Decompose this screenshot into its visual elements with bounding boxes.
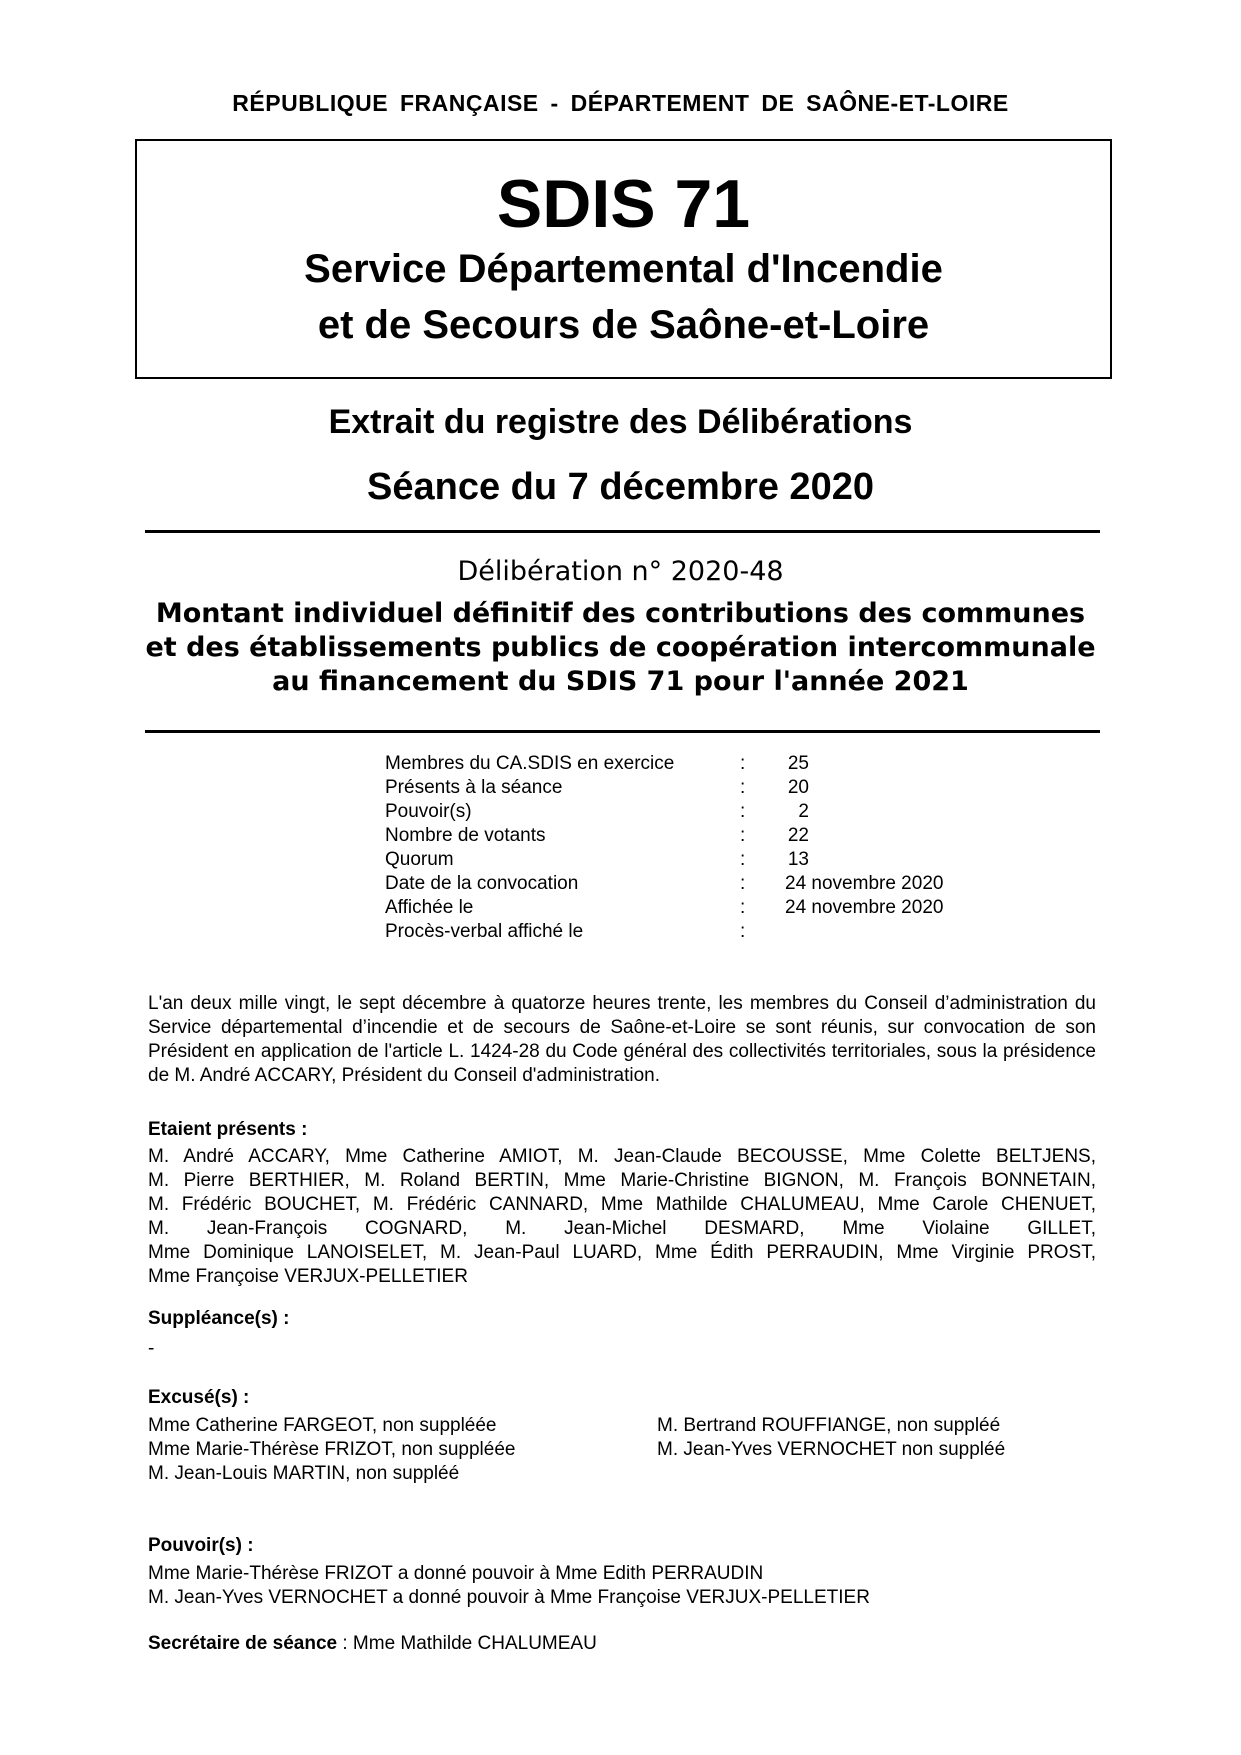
stat-value: 22 bbox=[787, 825, 809, 846]
presents-line: M. Pierre BERTHIER, M. Roland BERTIN, Mme Marie-Christine BIGNON, M. François BONNETAIN, bbox=[148, 1170, 1096, 1191]
deliberation-number: Délibération n° 2020-48 bbox=[457, 556, 784, 587]
stat-label: Nombre de votants bbox=[385, 825, 546, 846]
stat-value: 25 bbox=[787, 753, 809, 774]
stat-label: Procès-verbal affiché le bbox=[385, 921, 584, 942]
deliberation-subject bbox=[0, 597, 1241, 699]
excuse-item: M. Bertrand ROUFFIANGE, non suppléé bbox=[657, 1415, 1001, 1436]
presents-title: Etaient présents : bbox=[148, 1119, 308, 1140]
stat-row bbox=[385, 800, 1005, 824]
stat-label: Quorum bbox=[385, 849, 454, 870]
stat-label: Pouvoir(s) bbox=[385, 801, 472, 822]
stat-label: Membres du CA.SDIS en exercice bbox=[385, 753, 675, 774]
stat-row bbox=[385, 776, 1005, 800]
stat-colon: : bbox=[740, 873, 746, 894]
deliberation-block bbox=[0, 553, 1241, 699]
excuse-item: M. Jean-Louis MARTIN, non suppléé bbox=[148, 1463, 460, 1484]
stat-colon: : bbox=[740, 849, 746, 870]
stat-colon: : bbox=[740, 777, 746, 798]
service-name-line-1: Service Départemental d'Incendie bbox=[304, 247, 943, 291]
stat-value: 13 bbox=[787, 849, 809, 870]
republic-header: RÉPUBLIQUE FRANÇAISE - DÉPARTEMENT DE SAÔNE-ET-LOIRE bbox=[232, 90, 1009, 116]
attendance-stats bbox=[385, 752, 1005, 944]
secretary-line bbox=[148, 1632, 1096, 1656]
stat-label: Affichée le bbox=[385, 897, 474, 918]
service-name-line-2: et de Secours de Saône-et-Loire bbox=[317, 303, 930, 347]
presents-line: M. Frédéric BOUCHET, M. Frédéric CANNARD, Mme Mathilde CHALUMEAU, Mme Carole CHENUET, bbox=[148, 1194, 1096, 1215]
stat-colon: : bbox=[740, 825, 746, 846]
top-divider bbox=[145, 530, 1100, 533]
stat-label: Présents à la séance bbox=[385, 777, 563, 798]
preamble-paragraph: L'an deux mille vingt, le sept décembre à quatorze heures trente, les membres du Conseil d’administration du Service départemental d’incendie et de secours de Saône-et-Loire se sont réunis, sur convocation de son Président en application de l'article L. 1424-28 du Code général des collectivités territoriales, sous la présidence de M. André ACCARY, Président du Conseil d'administration. bbox=[148, 993, 1096, 1086]
presents-line: Mme Dominique LANOISELET, M. Jean-Paul LUARD, Mme Édith PERRAUDIN, Mme Virginie PROST, bbox=[148, 1242, 1096, 1263]
stat-row bbox=[385, 920, 1005, 944]
deliberation-subject-line: Montant individuel définitif des contributions des communes bbox=[155, 598, 1086, 629]
stat-value: 20 bbox=[787, 777, 809, 798]
stat-colon: : bbox=[740, 753, 746, 774]
pouvoir-item: Mme Marie-Thérèse FRIZOT a donné pouvoir à Mme Edith PERRAUDIN bbox=[148, 1563, 764, 1584]
stat-value: 24 novembre 2020 bbox=[785, 873, 944, 894]
stat-label: Date de la convocation bbox=[385, 873, 579, 894]
deliberation-subject-line: et des établissements publics de coopération intercommunale bbox=[145, 632, 1096, 663]
presents-line: M. André ACCARY, Mme Catherine AMIOT, M. Jean-Claude BECOUSSE, Mme Colette BELTJENS, bbox=[148, 1146, 1096, 1167]
stat-row bbox=[385, 752, 1005, 776]
stat-colon: : bbox=[740, 897, 746, 918]
pouvoirs-title: Pouvoir(s) : bbox=[148, 1535, 254, 1556]
deliberation-subject-line: au financement du SDIS 71 pour l'année 2021 bbox=[272, 666, 969, 697]
registry-extract-title: Extrait du registre des Délibérations bbox=[328, 403, 913, 441]
presents-last-line: Mme Françoise VERJUX-PELLETIER bbox=[148, 1266, 468, 1287]
secretary-value: : Mme Mathilde CHALUMEAU bbox=[337, 1633, 597, 1654]
session-date-title: Séance du 7 décembre 2020 bbox=[367, 466, 874, 508]
sdis-title: SDIS 71 bbox=[496, 166, 751, 242]
excuses-title: Excusé(s) : bbox=[148, 1387, 250, 1408]
stat-row bbox=[385, 848, 1005, 872]
pouvoir-item: M. Jean-Yves VERNOCHET a donné pouvoir à Mme Françoise VERJUX-PELLETIER bbox=[148, 1587, 870, 1608]
presents-list bbox=[148, 1145, 1096, 1265]
title-box bbox=[135, 139, 1112, 379]
stat-colon: : bbox=[740, 801, 746, 822]
stat-row bbox=[385, 872, 1005, 896]
suppleances-value: - bbox=[148, 1338, 155, 1359]
stat-colon: : bbox=[740, 921, 746, 942]
secretary-label: Secrétaire de séance bbox=[148, 1633, 338, 1654]
excuse-item: Mme Marie-Thérèse FRIZOT, non suppléée bbox=[148, 1439, 516, 1460]
pouvoirs-list bbox=[148, 1562, 1096, 1610]
stat-row bbox=[385, 824, 1005, 848]
stat-value: 24 novembre 2020 bbox=[785, 897, 944, 918]
stat-row bbox=[385, 896, 1005, 920]
excuse-item: M. Jean-Yves VERNOCHET non suppléé bbox=[657, 1439, 1006, 1460]
excuses-column-right bbox=[657, 1414, 1005, 1462]
excuses-column-left bbox=[148, 1414, 515, 1486]
excuse-item: Mme Catherine FARGEOT, non suppléée bbox=[148, 1415, 497, 1436]
suppleances-title: Suppléance(s) : bbox=[148, 1308, 290, 1329]
presents-line: M. Jean-François COGNARD, M. Jean-Michel DESMARD, Mme Violaine GILLET, bbox=[148, 1218, 1096, 1239]
bottom-divider bbox=[145, 730, 1100, 733]
stat-value: 2 bbox=[798, 801, 809, 822]
